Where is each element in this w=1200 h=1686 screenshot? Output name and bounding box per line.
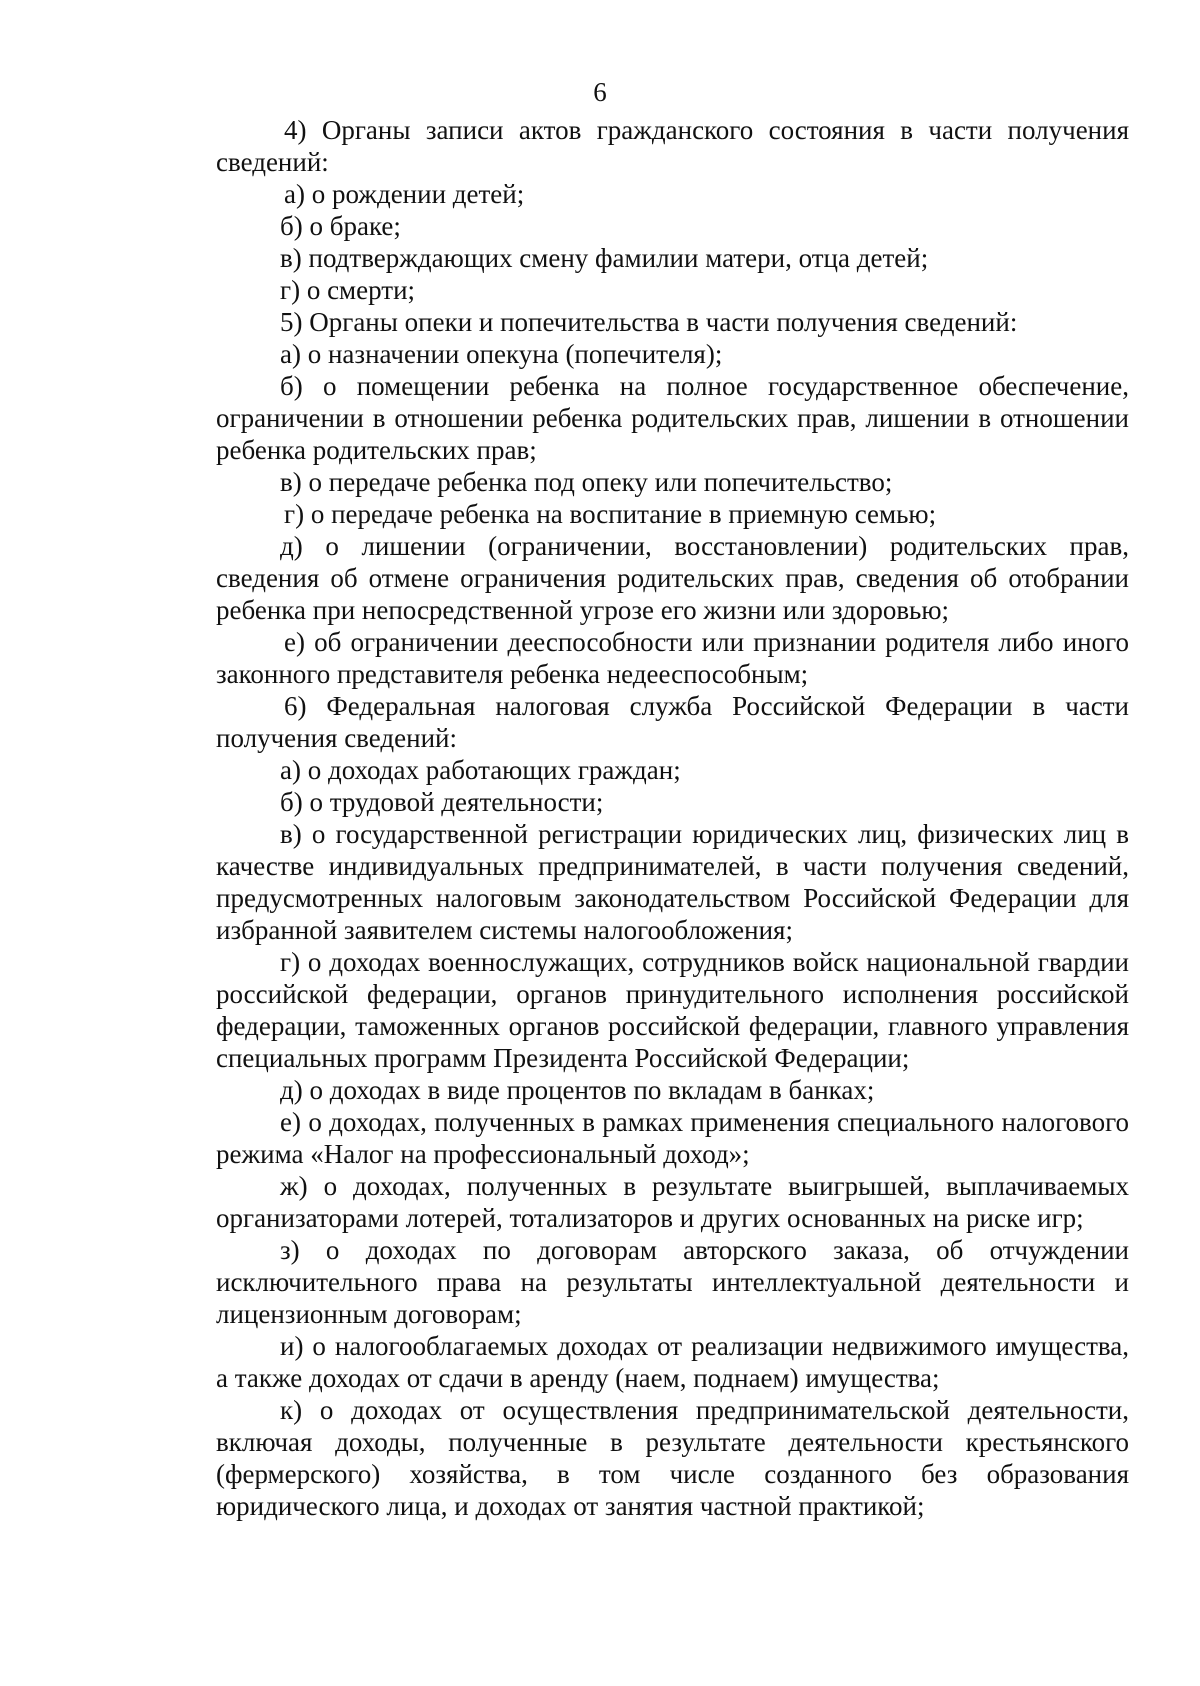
paragraph-section-4: 4) Органы записи актов гражданского состояния в части получения сведений: bbox=[216, 115, 1129, 177]
paragraph-section-6: 6) Федеральная налоговая служба Российской Федерации в части получения сведений: bbox=[216, 691, 1129, 753]
list-item: в) подтверждающих смену фамилии матери, отца детей; bbox=[280, 243, 929, 273]
list-item: з) о доходах по договорам авторского заказа, об отчуждении исключительного права на результаты интеллектуальной деятельности и лицензионным договорам; bbox=[216, 1235, 1129, 1329]
page-number: 6 bbox=[593, 77, 607, 107]
list-item: ж) о доходах, полученных в результате выигрышей, выплачиваемых организаторами лотерей, тотализаторов и других основанных на риске игр; bbox=[216, 1171, 1129, 1233]
list-item: г) о передаче ребенка на воспитание в приемную семью; bbox=[284, 499, 937, 529]
list-item: г) о смерти; bbox=[280, 275, 416, 305]
list-item: и) о налогооблагаемых доходах от реализации недвижимого имущества, а также доходах от сдачи в аренду (наем, поднаем) имущества; bbox=[216, 1331, 1129, 1393]
list-item: б) о помещении ребенка на полное государственное обеспечение, ограничении в отношении ребенка родительских прав, лишении в отношении ребенка родительских прав; bbox=[216, 371, 1129, 465]
list-item: к) о доходах от осуществления предпринимательской деятельности, включая доходы, полученные в результате деятельности крестьянского (фермерского) хозяйства, в том числе созданного без образования юридического лица, и доходах от занятия частной практикой; bbox=[216, 1395, 1129, 1521]
list-item: д) о лишении (ограничении, восстановлении) родительских прав, сведения об отмене ограничения родительских прав, сведения об отобрании ребенка при непосредственной угрозе его жизни или здоровью; bbox=[216, 531, 1129, 625]
list-item: е) об ограничении дееспособности или признании родителя либо иного законного представителя ребенка недееспособным; bbox=[216, 627, 1129, 689]
paragraph-section-5: 5) Органы опеки и попечительства в части получения сведений: bbox=[280, 307, 1018, 337]
list-item: б) о трудовой деятельности; bbox=[280, 787, 604, 817]
document-body bbox=[216, 114, 1129, 1522]
list-item: а) о доходах работающих граждан; bbox=[280, 755, 681, 785]
list-item: в) о передаче ребенка под опеку или попечительство; bbox=[280, 467, 893, 497]
list-item: б) о браке; bbox=[280, 211, 401, 241]
list-item: а) о рождении детей; bbox=[284, 179, 525, 209]
list-item: е) о доходах, полученных в рамках применения специального налогового режима «Налог на профессиональный доход»; bbox=[216, 1107, 1129, 1169]
list-item: а) о назначении опекуна (попечителя); bbox=[280, 339, 723, 369]
list-item: д) о доходах в виде процентов по вкладам в банках; bbox=[280, 1075, 875, 1105]
list-item: г) о доходах военнослужащих, сотрудников войск национальной гвардии российской федерации, органов принудительного исполнения российской федерации, таможенных органов российской федерации, главного управления специальных программ Президента Российской Федерации; bbox=[216, 947, 1129, 1073]
list-item: в) о государственной регистрации юридических лиц, физических лиц в качестве индивидуальных предпринимателей, в части получения сведений, предусмотренных налоговым законодательством Российской Федерации для избранной заявителем системы налогообложения; bbox=[216, 819, 1129, 945]
